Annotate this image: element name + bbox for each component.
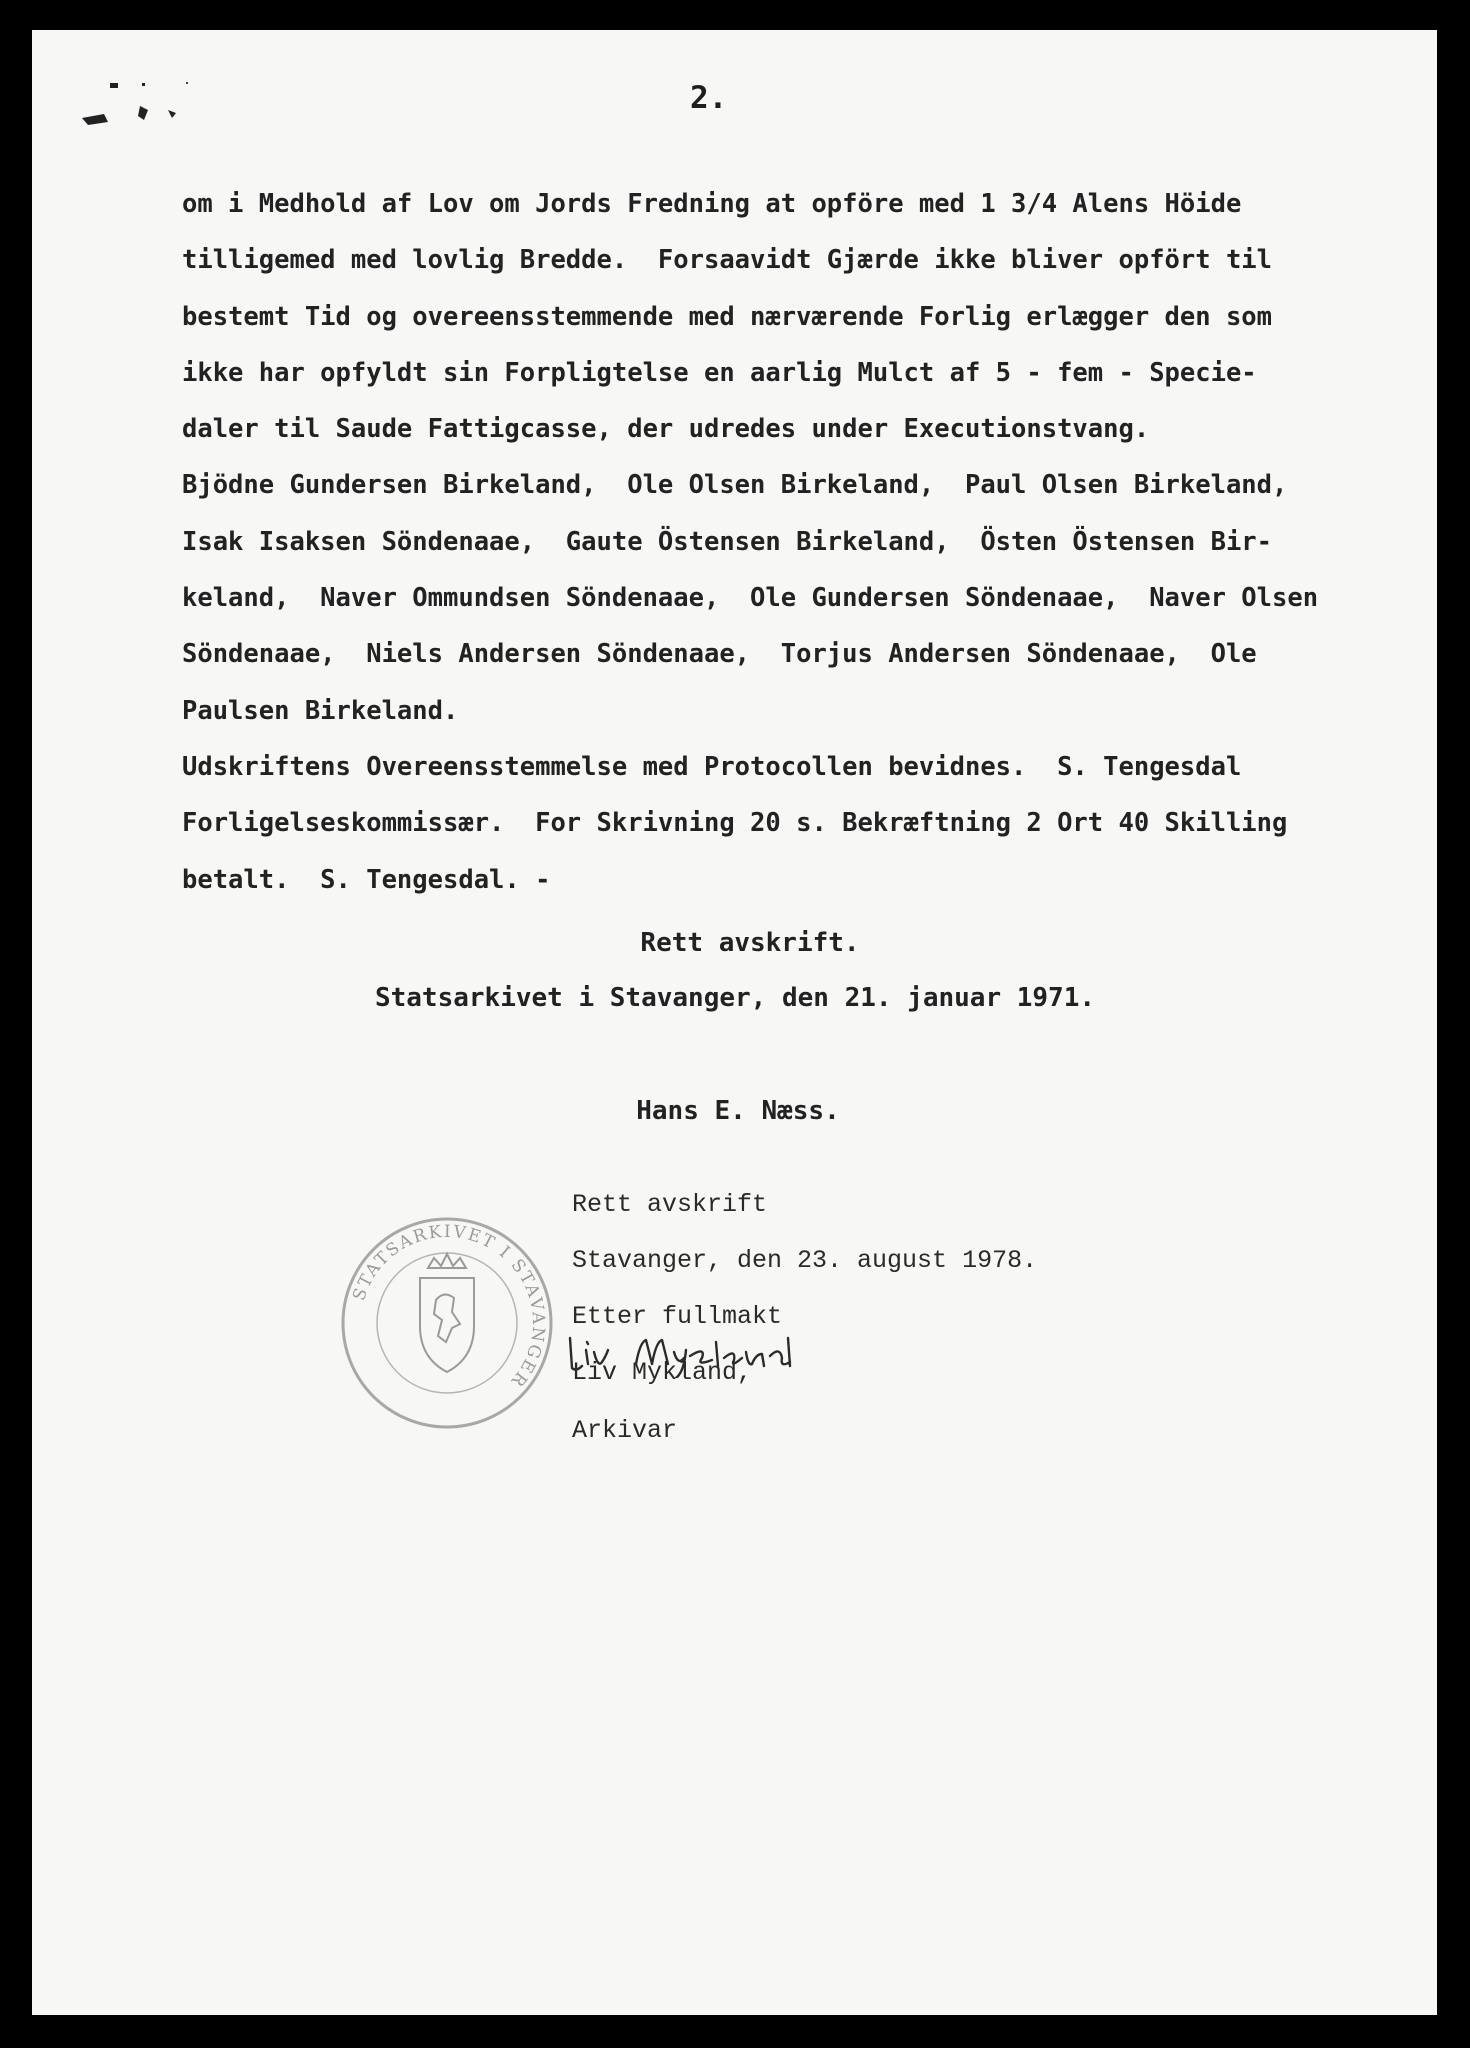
body-line: ikke har opfyldt sin Forpligtelse en aarlig Mulct af 5 - fem - Specie- (182, 357, 1257, 388)
body-line: Udskriftens Overeensstemmelse med Protocollen bevidnes. S. Tengesdal (182, 751, 1242, 782)
certification-authority: Etter fullmakt (572, 1302, 783, 1331)
coat-of-arms-lion-icon (420, 1254, 474, 1372)
page-number: 2. (690, 80, 728, 116)
body-line: tilligemed med lovlig Bredde. Forsaavidt Gjærde ikke bliver opfört til (182, 245, 1273, 276)
body-line: Forligelseskommissær. For Skrivning 20 s. Bekræftning 2 Ort 40 Skilling (182, 808, 1288, 839)
certification-role: Arkivar (572, 1416, 678, 1445)
certification-signatory: Hans E. Næss. (636, 1096, 840, 1126)
body-line: Isak Isaksen Söndenaae, Gaute Östensen Birkeland, Östen Östensen Bir- (182, 526, 1273, 557)
certification-name: Liv Mykland, (572, 1358, 753, 1387)
handwritten-signature (566, 1328, 826, 1378)
body-line: daler til Saude Fattigcasse, der udredes under Executionstvang. (182, 414, 1150, 445)
certification-title: Rett avskrift. (640, 928, 860, 958)
certification-title: Rett avskrift (572, 1190, 768, 1219)
body-line: Paulsen Birkeland. (182, 695, 459, 726)
certification-place-date: Stavanger, den 23. august 1978. (572, 1246, 1038, 1275)
archive-seal (340, 1216, 554, 1430)
corner-mark-icon (78, 70, 188, 130)
body-line: Söndenaae, Niels Andersen Söndenaae, Torjus Andersen Söndenaae, Ole (182, 639, 1257, 670)
certification-place-date: Statsarkivet i Stavanger, den 21. januar 1971. (374, 983, 1096, 1013)
document-body (182, 176, 1432, 908)
body-line: keland, Naver Ommundsen Söndenaae, Ole Gundersen Söndenaae, Naver Olsen (182, 583, 1319, 614)
body-line: Bjödne Gundersen Birkeland, Ole Olsen Birkeland, Paul Olsen Birkeland, (182, 470, 1288, 501)
body-line: betalt. S. Tengesdal. - (182, 864, 551, 895)
body-line: om i Medhold af Lov om Jords Fredning at opföre med 1 3/4 Alens Höide (182, 189, 1242, 219)
body-line: bestemt Tid og overeensstemmende med nærværende Forlig erlægger den som (182, 301, 1273, 332)
seal-text: STATSARKIVET I STAVANGER (349, 1221, 549, 1392)
